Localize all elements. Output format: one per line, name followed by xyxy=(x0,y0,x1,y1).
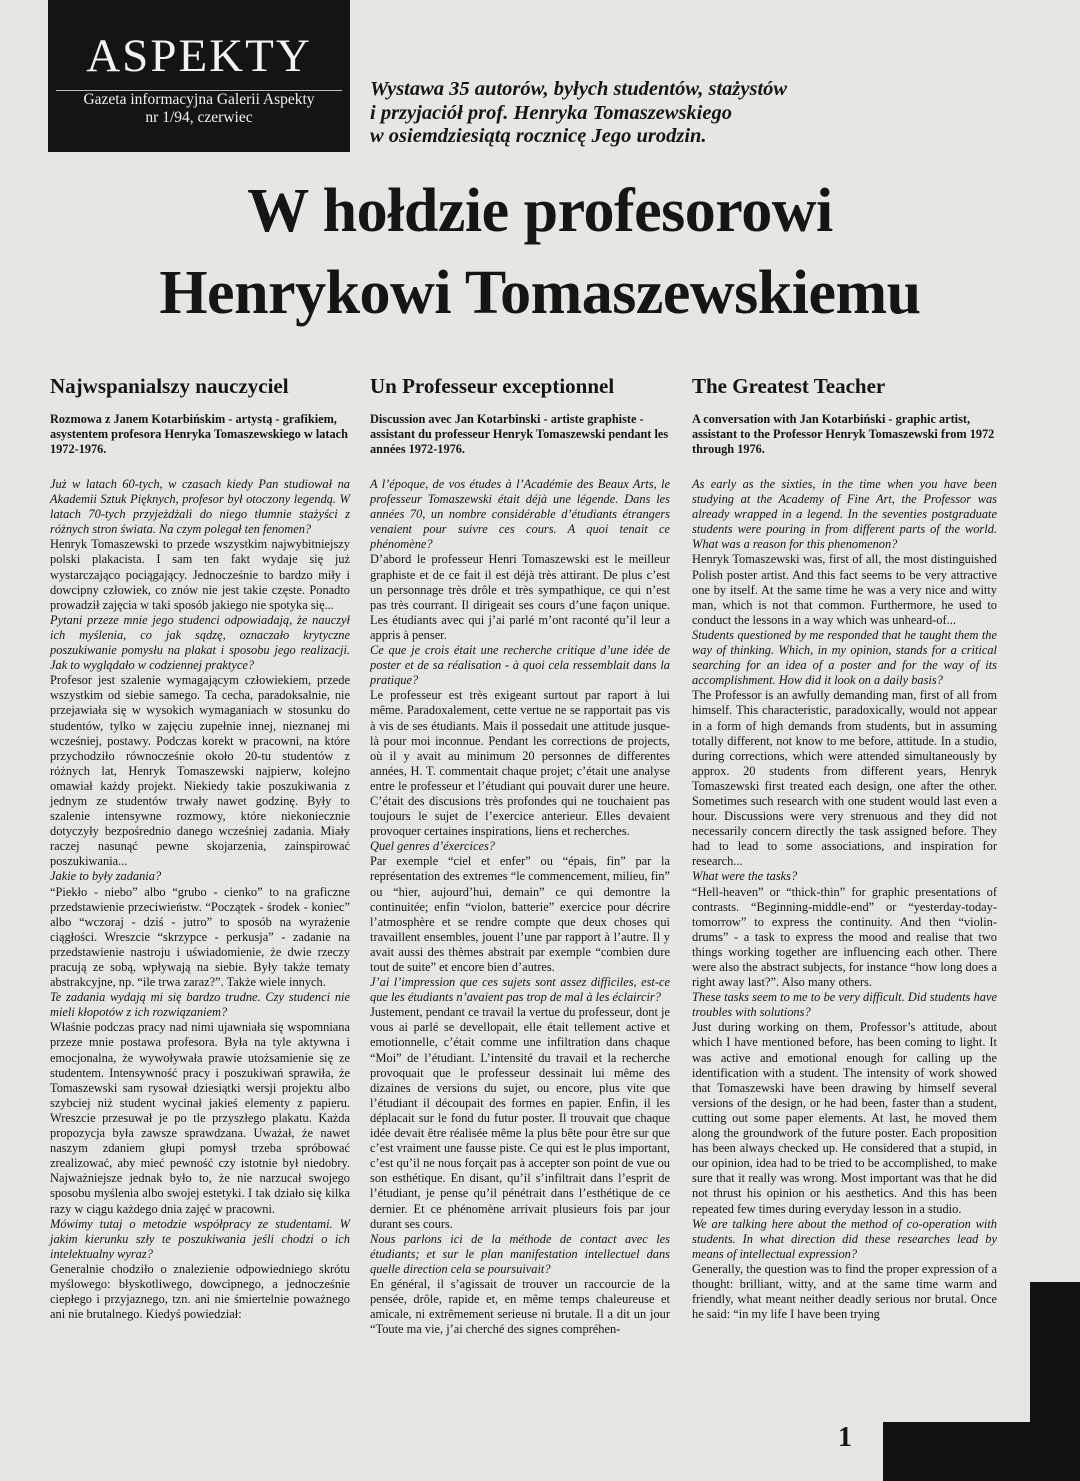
interview-question: Nous parlons ici de la méthode de contact avec les étudiants; et sur le plan manifestation intellectuel dans quelle direction cela se poursuivait? xyxy=(370,1231,670,1276)
interview-question: These tasks seem to me to be very difficult. Did students have troubles with solutions? xyxy=(692,990,997,1020)
column-title: Un Professeur exceptionnel xyxy=(370,374,615,398)
interview-answer: Par exemple “ciel et enfer” ou “épais, fin” par la représentation des extremes “le commencement, milieu, fin” ou “hier, aujourd’hui, demain” ce qui demontre la continuitée; enfin “violon, batterie” exercice pour décrire l’atmosphère et se rendre compte que deux choses qui travaillent ensembles, jouent l’une par rapport à l’autre. Il y avait aussi des thèmes abstrait par exemple “combien dure tout de suite” et encore bien d’autres. xyxy=(370,854,671,974)
corner-black-block xyxy=(883,1422,1080,1481)
interview-answer: Generally, the question was to find the proper expression of a thought: brilliant, witty, and at the same time warm and friendly, what meant neither deadly serious nor brutal. Once he said: “in my life I have been trying xyxy=(692,1261,997,1322)
interview-answer: Le professeur est très exigeant surtout par raport à lui même. Paradoxalement, cette vertue ne se rapportait pas vis à vis de ses étudiants. Mais il possedait une attitude jusque-là pour moi inconnue. Pendant les corrections de projects, où il y avait au minimum 20 personnes de differentes années, H. T. commentait chaque projet; c’était une analyse entre le professeur et l’étudiant qui pouvait durer une heure. C’était des discusions très profondes qui ne touchaient pas toujours le sujet de l’exercice anterieur. Elles devaient provoquer certaines inspirations, liens et recherches. xyxy=(370,688,670,839)
kicker-line: i przyjaciół prof. Henryka Tomaszewskiego xyxy=(370,101,732,124)
interview-question: As early as the sixties, in the time when you have been studying at the Academy of Fine Art, the Professor was already wrapped in a legend. In the seventies postgraduate students were pouring in from different parts of the world. What was a reason for this phenomenon? xyxy=(692,477,997,552)
interview-answer: D’abord le professeur Henri Tomaszewski est le meilleur graphiste et de ce fait il est déjà très attirant. De plus c’est un personnage très drôle et très sympathique, ce qui n’est pas très courrant. Il dirigeait ses cours d’une façon unique. Les étudiants avec qui j’ai parlé m’ont raconté qu’il leur a appris à penser. xyxy=(370,552,670,642)
column-body xyxy=(50,477,350,1322)
headline xyxy=(0,170,1080,334)
interview-answer: Henryk Tomaszewski to przede wszystkim najwybitniejszy polski plakacista. I sam ten fakt wydaje się już wystarczająco pociągający. Jednocześnie to bardzo miły i dowcipny człowiek, co znów nie jest takie częste. Ponadto prowadził zajęcia w taki sposób jakiego nie spotyka się... xyxy=(50,537,350,612)
headline-line: W hołdzie profesorowi xyxy=(247,177,833,245)
masthead-title: ASPEKTY xyxy=(86,30,312,82)
column-lead: Rozmowa z Janem Kotarbińskim - artystą - grafikiem, asystentem profesora Henryka Tomaszewskiego w latach 1972-1976. xyxy=(50,412,348,456)
interview-question: What were the tasks? xyxy=(692,869,798,884)
interview-question: Students questioned by me responded that he taught them the way of thinking. Which, in my opinion, stands for a critical searching for an idea of a poster and for the way of its accomplishment. How did it look on a daily basis? xyxy=(692,627,997,688)
interview-question: Ce que je crois était une recherche critique d’une idée de poster et de sa réalisation - à quoi cela ressemblait dans la pratique? xyxy=(370,643,670,688)
article-column-english xyxy=(692,370,997,1322)
interview-answer: Generalnie chodziło o znalezienie odpowiedniego skrótu myślowego: błyskotliwego, dowcipnego, a jednocześnie ciepłego i przyjaznego, tzn. ani nie śmiertelnie poważnego ani nie brutalnego. Kiedyś powiedział: xyxy=(50,1261,350,1322)
masthead-issue: nr 1/94, czerwiec xyxy=(145,109,253,126)
kicker xyxy=(370,78,1010,149)
kicker-line: w osiemdziesiątą rocznicę Jego urodzin. xyxy=(370,125,707,147)
kicker-line: Wystawa 35 autorów, byłych studentów, stażystów xyxy=(370,78,788,100)
column-lead: A conversation with Jan Kotarbiński - graphic artist, assistant to the Professor Henryk Tomaszewski from 1972 through 1976. xyxy=(692,412,995,456)
column-body xyxy=(692,477,997,1322)
interview-question: We are talking here about the method of co-operation with students. In what direction did these researches lead by means of intellectual expression? xyxy=(692,1216,997,1261)
interview-answer: The Professor is an awfully demanding man, first of all from himself. This characteristic, paradoxically, would not appear in a form of high demands from students, but in assuming totally different, not know to me before, attitude. In a studio, during corrections, which were attended simultaneously by approx. 20 students from different years, Henryk Tomaszewski first treated each design, one after the other. Sometimes such research with one student would last even a hour. Discussions were very strenuous and they did not necessarily concern directly the task assigned before. They had to lead to some associations, and inspiration for research... xyxy=(692,688,997,869)
interview-answer: En général, il s’agissait de trouver un raccourcie de la pensée, drôle, rapide et, en même temps chaleureuse et amicale, ni extrêmement serieuse ni brutale. Il a dit un jour “Toute ma vie, j’ai cherché des signes compréhen- xyxy=(370,1276,670,1337)
interview-answer: Justement, pendant ce travail la vertue du professeur, dont je vous ai parlé se devellopait, elle était tellement active et emotionnelle, c’était comme une infiltration dans chaque “Moi” de l’étudiant. L’intensité du travail et la recherche provoquait que le professeur dessinait lui même des dizaines de versions du sujet, ou encore, plus vite que l’étudiant il découpait des formes en papier. Enfin, il les déplacait sur le fond du futur poster. Il trouvait que chaque idée devait être réalisée même la plus bête pour être sur que c’est vraiment une fausse piste. Ce qui est le plus important, c’est qu’il ne nous forçait pas à accepter son point de vue ou son esthétique. En disant, qu’il s’infiltrait dans l’esprit de l’étudiant, je pense qu’il pénétrait dans l’esthétique de ce dernier. Et ce phénomène arrivait plusieurs fois par jour durant ses cours. xyxy=(370,1005,670,1231)
interview-question: Te zadania wydają mi się bardzo trudne. Czy studenci nie mieli kłopotów z ich rozwiązaniem? xyxy=(50,990,350,1020)
column-title: The Greatest Teacher xyxy=(692,374,886,398)
article-column-polish xyxy=(50,370,350,1322)
masthead-subtitle: Gazeta informacyjna Galerii Aspekty xyxy=(56,90,342,109)
column-title: Najwspanialszy nauczyciel xyxy=(50,374,289,398)
interview-answer: “Hell-heaven” or “thick-thin” for graphic presentations of contrasts. “Beginning-middle-end” or “yesterday-today-tomorrow” to express the continuity. And then “violin-drums” - a task to express the mood and realise that two things working together are influencing each other. There were also the abstract subjects, for instance “how long does a right away last?”. Also many others. xyxy=(692,884,997,990)
column-lead: Discussion avec Jan Kotarbinski - artiste graphiste - assistant du professeur Henryk Tomaszewski pendant les années 1972-1976. xyxy=(370,412,669,456)
column-body xyxy=(370,477,670,1337)
page-number: 1 xyxy=(838,1422,852,1453)
masthead xyxy=(48,0,350,152)
interview-answer: Just during working on them, Professor’s attitude, about which I have mentioned before, has been coming to light. It was active and emotional enough for calling up the identification with a student. The intensity of work showed that Tomaszewski have been drawing by himself several versions of the design, or he had been, faster than a student, cutting out some paper elements. At last, he moved them along the groundwork of the future poster. Each proposition has been always checked up. He considered that a stupid, in our opinion, idea had to be tried to be accomplished, to make sure that it really was wrong. Most important was that he did not thrust his opinion or his aesthetics. And this has been repeated few times during everyday lesson in a studio. xyxy=(692,1020,997,1216)
interview-question: Już w latach 60-tych, w czasach kiedy Pan studiował na Akademii Sztuk Pięknych, profesor był otoczony legendą. W latach 70-tych przyjeżdżali do niego tłumnie stażyści z różnych stron świata. Na czym polegał ten fenomen? xyxy=(50,477,350,537)
article-column-french xyxy=(370,370,670,1337)
interview-answer: “Piekło - niebo” albo “grubo - cienko” to na graficzne przedstawienie przeciwieństw. “Początek - środek - koniec” albo “wczoraj - dziś - jutro” to sposób na wyrażenie ciągłości. Wreszcie “skrzypce - perkusja” - zadanie na przedstawienie nastroju i uświadomienie, że dwie rzeczy pracują ze sobą, wpływają na siebie. Były także tematy abstrakcyjne, np. “ile trwa zaraz?”. Także wiele innych. xyxy=(50,884,350,990)
interview-question: Quel genres d’éxercices? xyxy=(370,839,495,854)
interview-answer: Właśnie podczas pracy nad nimi ujawniała się wspomniana przeze mnie postawa profesora. Była na tyle aktywna i emocjonalna, że wywoływała prawie utożsamienie się ze studentem. Intensywność pracy i poszukiwań sprawiła, że Tomaszewski sam rysował dziesiątki wersji projektu albo szybciej niż student wycinał jakieś elementy z papieru. Wreszcie przesuwał je po tle przyszłego plakatu. Każda propozycja była zawsze sprawdzana. Uważał, że nawet naszym zdaniem głupi pomysł trzeba spróbować zrealizować, aby mieć pewność czy istotnie był niedobry. Najważniejsze jednak było to, że nie narzucał swojego sposobu myślenia albo swojej estetyki. I tak działo się kilka razy w ciągu każdego dnia zajęć w pracowni. xyxy=(50,1020,350,1216)
interview-question: A l’époque, de vos études à l’Académie des Beaux Arts, le professeur Tomaszewski était déjà une légende. Dans les années 70, un nombre considérable d’étudiants étrangers venaient pour suivre ces cours. A quoi tenait ce phénomène? xyxy=(370,477,670,552)
interview-question: Mówimy tutaj o metodzie współpracy ze studentami. W jakim kierunku szły te poszukiwania jeśli chodzi o ich intelektualny wyraz? xyxy=(50,1216,350,1261)
interview-answer: Profesor jest szalenie wymagającym człowiekiem, przede wszystkim od siebie samego. Ta cecha, paradoksalnie, nie przejawiała się w wysokich wymaganiach w stosunku do studentów, tylko w zajęciu zupełnie innej, nieznanej mi wcześniej, postawy. Podczas korekt w pracowni, na które przychodziło równocześnie około 20-tu studentów z różnych lat, Henryk Tomaszewski najpierw, kolejno omawiał każdy projekt. Niekiedy takie poszukiwania z jednym ze studentów trwały nawet godzinę. Były to szalenie intensywne rozmowy, które niekoniecznie dotyczyły bezpośrednio danego wcześniej zadania. Miały raczej nasunąć pewne skojarzenia, zainspirować poszukiwania... xyxy=(50,673,350,869)
interview-answer: Henryk Tomaszewski was, first of all, the most distinguished Polish poster artist. And this fact seems to be very attractive one by itself. At the same time he was a very nice and witty man, which is not that common. Furthermore, he used to conduct the lessons in a way which was unheard-of... xyxy=(692,552,997,627)
interview-question: Pytani przeze mnie jego studenci odpowiadają, że nauczył ich myślenia, co jak sądzę, oznaczało krytyczne poszukiwanie pomysłu na plakat i sposobu jego realizacji. Jak to wyglądało w codziennej praktyce? xyxy=(50,612,350,673)
headline-line: Henrykowi Tomaszewskiemu xyxy=(159,259,921,327)
interview-question: J’ai l’impression que ces sujets sont assez difficiles, est-ce que les étudiants n’avaient pas trop de mal à les éclaircir? xyxy=(370,975,670,1005)
interview-question: Jakie to były zadania? xyxy=(50,869,162,884)
